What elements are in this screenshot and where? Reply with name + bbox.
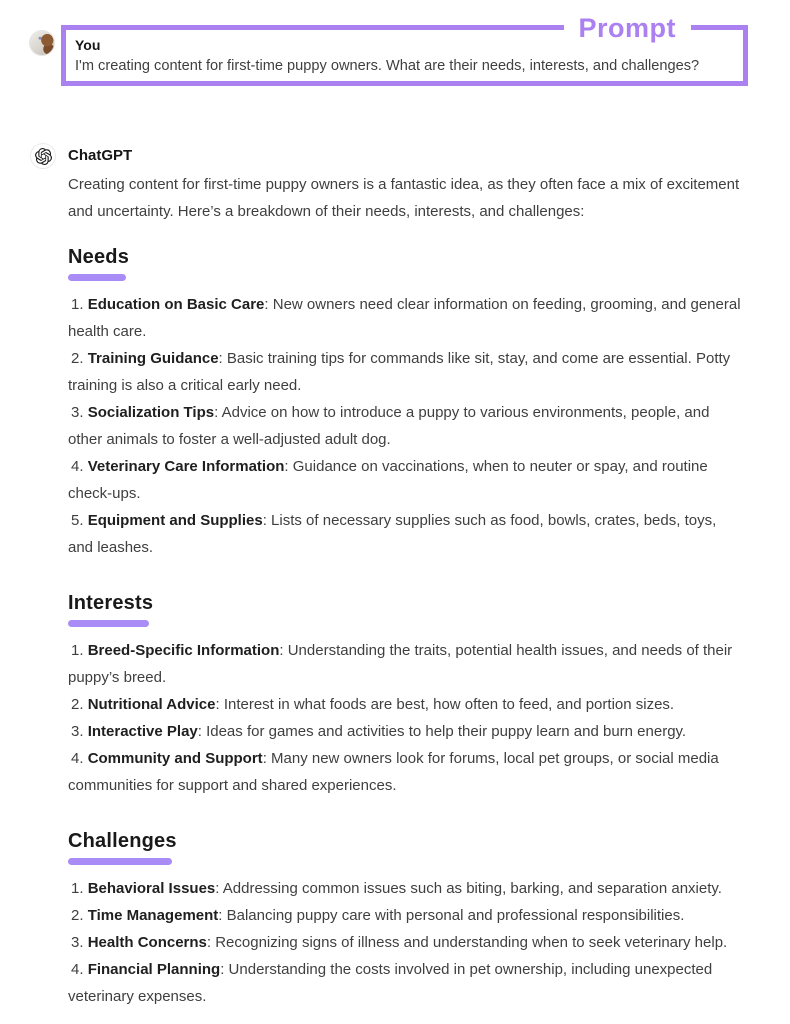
list-item: 2. Time Management: Balancing puppy care with personal and professional responsibilities. [71, 907, 685, 924]
user-avatar [30, 31, 54, 55]
prompt-annotation-label: Prompt [564, 13, 692, 43]
list-item: 4. Veterinary Care Information: Guidance on vaccinations, when to neuter or spay, and routine check-ups. [68, 458, 708, 502]
list-item: 4. Community and Support: Many new owners look for forums, local pet groups, or social media communities for support and shared experiences. [68, 750, 719, 794]
assistant-intro: Creating content for first-time puppy owners is a fantastic idea, as they often face a mix of excitement and uncertainty. Here’s a breakdown of their needs, interests, and challenges: [68, 176, 740, 220]
section-list [68, 637, 744, 799]
section-list [68, 291, 744, 561]
list-item: 1. Education on Basic Care: New owners need clear information on feeding, grooming, and general health care. [68, 296, 741, 340]
response-section [68, 829, 744, 1010]
list-item: 3. Interactive Play: Ideas for games and activities to help their puppy learn and burn energy. [71, 723, 687, 740]
sections [68, 245, 744, 1010]
user-name: You [75, 37, 101, 53]
list-item: 4. Financial Planning: Understanding the costs involved in pet ownership, including unexpected veterinary expenses. [68, 961, 713, 1005]
list-item: 2. Training Guidance: Basic training tips for commands like sit, stay, and come are essential. Potty training is also a critical early need. [68, 350, 731, 394]
list-item: 3. Health Concerns: Recognizing signs of illness and understanding when to seek veterinary help. [71, 934, 728, 951]
prompt-annotation-box [61, 13, 748, 86]
section-heading: Challenges [68, 830, 177, 852]
heading-underline-highlight [68, 274, 126, 281]
section-heading: Interests [68, 592, 154, 614]
list-item: 5. Equipment and Supplies: Lists of necessary supplies such as food, bowls, crates, beds, toys, and leashes. [68, 512, 717, 556]
list-item: 1. Behavioral Issues: Addressing common issues such as biting, barking, and separation anxiety. [71, 880, 722, 897]
heading-underline-highlight [68, 620, 149, 627]
list-item: 2. Nutritional Advice: Interest in what foods are best, how often to feed, and portion sizes. [71, 696, 675, 713]
list-item: 3. Socialization Tips: Advice on how to introduce a puppy to various environments, people, and other animals to foster a well-adjusted adult dog. [68, 404, 710, 448]
list-item: 1. Breed-Specific Information: Understanding the traits, potential health issues, and needs of their puppy’s breed. [68, 642, 733, 686]
chatgpt-logo-icon [30, 143, 56, 169]
section-heading: Needs [68, 246, 130, 268]
assistant-response [68, 171, 744, 1010]
heading-underline-highlight [68, 858, 172, 865]
section-list [68, 875, 744, 1010]
assistant-name: ChatGPT [68, 147, 133, 164]
response-section [68, 245, 744, 561]
user-message: I'm creating content for first-time puppy owners. What are their needs, interests, and challenges? [75, 58, 700, 74]
response-section [68, 591, 744, 799]
